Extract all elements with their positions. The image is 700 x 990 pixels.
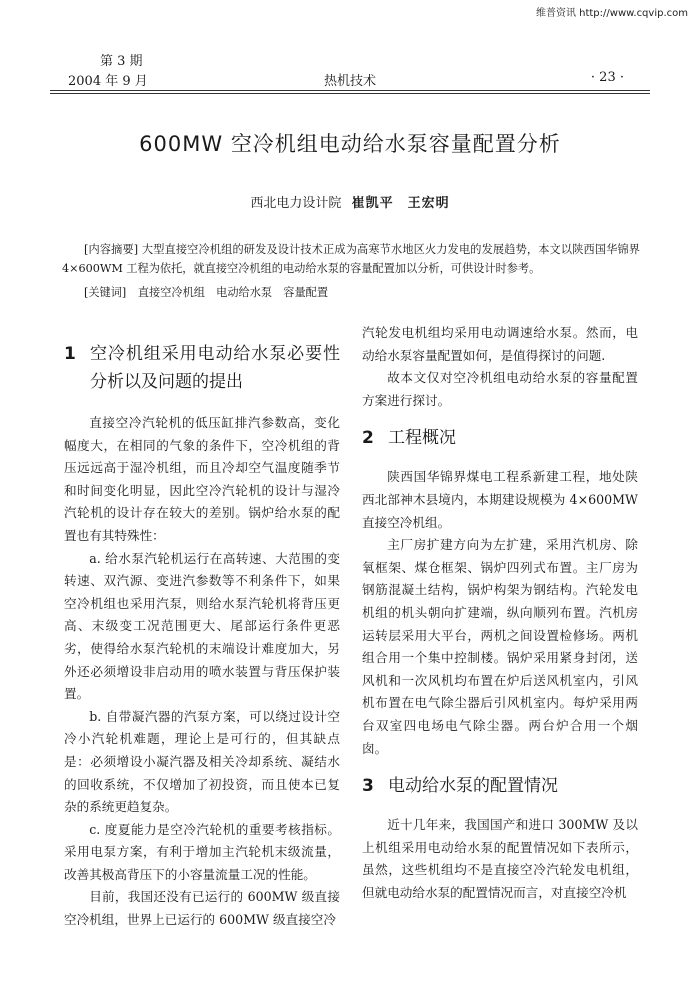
section-2-paragraph-2: 主厂房扩建方向为左扩建，采用汽机房、除氧框架、煤仓框架、锅炉四列式布置。主厂房为钢筋混凝土结构，锅炉构架为钢结构。汽轮发电机组的机头朝向扩建端，纵向顺列布置。汽机房运转层采用大平台，两机之间设置检修场。两机组合用一个集中控制楼。锅炉采用紧身封闭，送风机和一次风机均布置在炉后送风机室内，引风机布置在电气除尘器后引风机室内。每炉采用两台双室四电场电气除尘器。两台炉合用一个烟囱。 xyxy=(362,537,638,756)
header-issue: 第 3 期 xyxy=(100,54,143,69)
abstract-label: [内容摘要] xyxy=(84,243,139,256)
header-date: 2004 年 9 月 xyxy=(68,74,148,89)
affiliation: 西北电力设计院 xyxy=(250,196,342,211)
abstract-text: 大型直接空冷机组的研发及设计技术正成为高寒节水地区火力发电的发展趋势，本文以陕西国华锦界 4×600WM 工程为依托，就直接空冷机组的电动给水泵的容量配置加以分析，可供设计时参考。 xyxy=(62,243,640,275)
section-1-paragraph-c: c. 度夏能力是空冷汽轮机的重要考核指标。采用电泵方案，有利于增加主汽轮机末级流量，改善其极高背压下的小容量流量工况的性能。 xyxy=(64,821,340,882)
section-1-number: 1 xyxy=(64,344,76,364)
keywords-label: [关键词] xyxy=(84,286,127,299)
author-line xyxy=(0,192,700,211)
header-journal: 热机技术 xyxy=(323,74,376,89)
section-3-paragraph-1: 近十几年来，我国国产和进口 300MW 及以上机组采用电动给水泵的配置情况如下表所示，虽然，这些机组均不是直接空冷汽轮发电机组，但就电动给水泵的配置情况而言，对直接空冷机 xyxy=(362,817,638,900)
section-3-title: 电动给水泵的配置情况 xyxy=(388,776,558,797)
section-1-title: 空冷机组采用电动给水泵必要性分析以及问题的提出 xyxy=(90,344,340,392)
section-3-number: 3 xyxy=(362,776,374,797)
section-2-heading xyxy=(362,424,638,452)
section-1-paragraph-b: b. 自带凝汽器的汽泵方案，可以绕过设计空冷小汽轮机难题，理论上是可行的，但其缺点是：必须增设小凝汽器及相关冷却系统、凝结水的回收系统，不仅增加了初投资，而且使本已复杂的系统更趋复杂。 xyxy=(64,708,340,815)
section-1-paragraph-continued: 汽轮发电机组均采用电动调速给水泵。然而，电动给水泵容量配置如何，是值得探讨的问题. xyxy=(362,325,638,363)
header-page-number: · 23 · xyxy=(590,70,624,85)
author-names: 崔凯平 王宏明 xyxy=(351,196,450,211)
section-1-heading xyxy=(64,340,340,396)
abstract xyxy=(62,240,640,278)
header-rule-top xyxy=(50,90,650,91)
paper-title: 600MW 空冷机组电动给水泵容量配置分析 xyxy=(139,132,561,156)
header-rule-bottom xyxy=(50,93,650,94)
column-right xyxy=(362,322,638,904)
keywords-text: 直接空冷机组 电动给水泵 容量配置 xyxy=(137,286,329,299)
section-1-paragraph-end: 故本文仅对空冷机组电动给水泵的容量配置方案进行探讨。 xyxy=(362,370,638,408)
section-2-paragraph-1: 陕西国华锦界煤电工程系新建工程，地处陕西北部神木县境内，本期建设规模为 4×600MW 直接空冷机组。 xyxy=(362,469,638,530)
section-2-number: 2 xyxy=(362,428,374,449)
section-3-heading xyxy=(362,772,638,800)
section-1-paragraph-intro: 直接空冷汽轮机的低压缸排汽参数高，变化幅度大，在相同的气象的条件下，空冷机组的背压远远高于湿冷机组，而且冷却空气温度随季节和时间变化明显，因此空冷汽轮机的设计与湿冷汽轮机的设计存在较大的差别。锅炉给水泵的配置也有其特殊性： xyxy=(64,415,340,543)
column-left xyxy=(64,322,340,932)
section-1-paragraph-a: a. 给水泵汽轮机运行在高转速、大范围的变转速、双汽源、变进汽参数等不利条件下，如果空冷机组也采用汽泵，则给水泵汽轮机将背压更高、末级变工况范围更大、尾部运行条件更恶劣，使得给水泵汽轮机的末端设计难度加大，另外还必须增设非启动用的喷水装置与背压保护装置。 xyxy=(64,550,340,702)
section-1-paragraph-d: 目前，我国还没有已运行的 600MW 级直接空冷机组，世界上已运行的 600MW 级直接空冷 xyxy=(64,889,340,928)
section-2-title: 工程概况 xyxy=(388,428,456,449)
watermark-source: 维普资讯 http://www.cqvip.com xyxy=(535,8,688,19)
keywords xyxy=(84,284,328,300)
